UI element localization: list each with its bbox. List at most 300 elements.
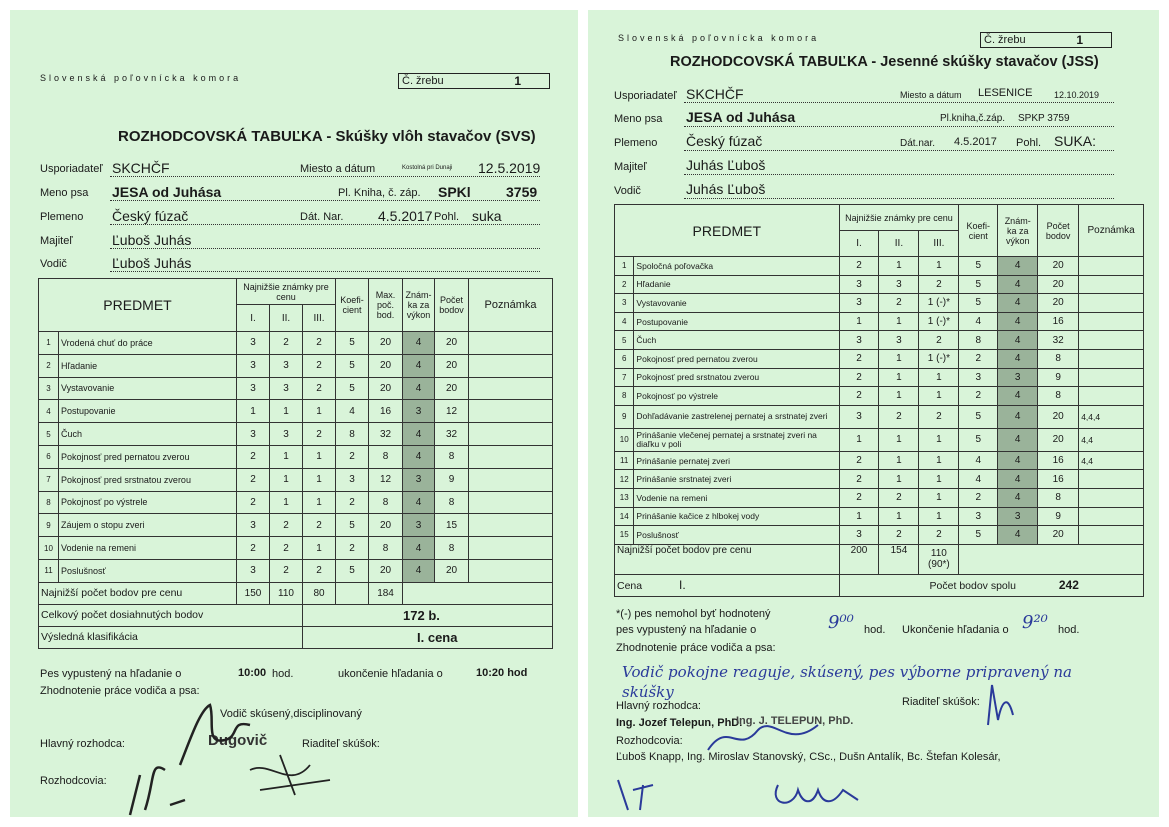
min-prize-3: 2 bbox=[303, 354, 336, 377]
result-value: I. cena bbox=[303, 626, 553, 648]
coefficient: 3 bbox=[959, 368, 998, 387]
sex-label: Pohl. bbox=[1016, 137, 1042, 149]
min-prize-1: 3 bbox=[839, 526, 879, 545]
performance-mark: 4 bbox=[403, 445, 435, 468]
release-hod: hod. bbox=[864, 624, 886, 636]
subject-name: Pokojnosť pred pernatou zverou bbox=[634, 349, 839, 368]
note bbox=[1079, 526, 1144, 545]
points: 20 bbox=[435, 354, 469, 377]
table-row bbox=[39, 491, 553, 514]
min-prize-1: 3 bbox=[839, 294, 879, 313]
subject-name: Poslušnosť bbox=[634, 526, 839, 545]
dob-value: 4.5.2017 bbox=[954, 136, 997, 148]
header-min-marks: Najnižšie známky pre cenu bbox=[839, 205, 959, 231]
official-stamp: Ing. J. TELEPUN, PhD. bbox=[736, 715, 854, 727]
min-prize-1: 1 bbox=[839, 312, 879, 331]
handler-label: Vodič bbox=[40, 258, 67, 270]
min-prize-2: 3 bbox=[879, 275, 919, 294]
min-prize-1: 2 bbox=[237, 468, 270, 491]
min-prize-3: 2 bbox=[919, 331, 959, 350]
table-row bbox=[615, 526, 1144, 545]
points-total-value: 242 bbox=[1058, 578, 1079, 593]
min-prize-2: 1 bbox=[879, 368, 919, 387]
place-date-label: Miesto a dátum bbox=[300, 163, 376, 175]
min-prize-1: 2 bbox=[839, 488, 879, 507]
sheet-title: ROZHODCOVSKÁ TABUĽKA - Jesenné skúšky stavačov (JSS) bbox=[670, 54, 1099, 70]
dotted-line bbox=[110, 248, 540, 249]
studbook-value: SPKP 3759 bbox=[1018, 113, 1070, 124]
points: 20 bbox=[435, 377, 469, 400]
row-number: 10 bbox=[615, 428, 634, 451]
min-total-3 bbox=[919, 544, 959, 574]
coefficient: 5 bbox=[959, 294, 998, 313]
coefficient: 4 bbox=[959, 470, 998, 489]
table-row bbox=[615, 349, 1144, 368]
coefficient: 2 bbox=[959, 488, 998, 507]
performance-mark: 4 bbox=[998, 526, 1038, 545]
min-prize-3: 1 (-)* bbox=[919, 349, 959, 368]
row-number: 14 bbox=[615, 507, 634, 526]
min-prize-2: 2 bbox=[270, 332, 303, 355]
ended-time: 10:20 hod bbox=[476, 667, 528, 679]
min-prize-2: 1 bbox=[270, 445, 303, 468]
max-points: 20 bbox=[369, 354, 403, 377]
table-row bbox=[615, 331, 1144, 350]
points: 20 bbox=[1038, 428, 1079, 451]
points: 32 bbox=[1038, 331, 1079, 350]
points: 32 bbox=[435, 423, 469, 446]
min-prize-2: 1 bbox=[879, 428, 919, 451]
header-prize-2: II. bbox=[270, 305, 303, 332]
max-points: 32 bbox=[369, 423, 403, 446]
subject-name: Postupovanie bbox=[634, 312, 839, 331]
points: 16 bbox=[1038, 470, 1079, 489]
dotted-line bbox=[110, 176, 540, 177]
points: 20 bbox=[1038, 257, 1079, 276]
row-number: 8 bbox=[615, 387, 634, 406]
ended-time-hw: 9²⁰ bbox=[1022, 612, 1048, 633]
coefficient: 5 bbox=[959, 405, 998, 428]
row-number: 4 bbox=[615, 312, 634, 331]
dog-name-value: JESA od Juhása bbox=[686, 109, 796, 125]
points: 16 bbox=[1038, 451, 1079, 470]
points-total-cell bbox=[839, 574, 1143, 596]
place-date-label: Miesto a dátum bbox=[900, 90, 962, 100]
min-total-3: 80 bbox=[303, 582, 336, 604]
owner-label: Majiteľ bbox=[614, 161, 647, 173]
row-number: 10 bbox=[39, 537, 59, 560]
points-total-label: Počet bodov spolu bbox=[929, 580, 1016, 593]
note bbox=[1079, 507, 1144, 526]
row-number: 8 bbox=[39, 491, 59, 514]
min-prize-1: 3 bbox=[839, 405, 879, 428]
min-prize-1: 2 bbox=[237, 537, 270, 560]
points: 16 bbox=[1038, 312, 1079, 331]
performance-mark: 4 bbox=[998, 349, 1038, 368]
organizer-value: SKCHČF bbox=[686, 86, 744, 102]
min-total-2: 110 bbox=[270, 582, 303, 604]
released-label: Pes vypustený na hľadanie o bbox=[40, 668, 182, 680]
coefficient: 3 bbox=[336, 468, 369, 491]
row-number: 5 bbox=[615, 331, 634, 350]
handler-value: Juhás Ľuboš bbox=[686, 181, 766, 197]
coefficient: 2 bbox=[336, 445, 369, 468]
min-prize-2: 1 bbox=[270, 468, 303, 491]
dob-label: Dát.nar. bbox=[900, 138, 936, 149]
note bbox=[469, 377, 553, 400]
note bbox=[1079, 331, 1144, 350]
subject-name: Pokojnosť pred pernatou zverou bbox=[59, 445, 237, 468]
sex-label: Pohl. bbox=[434, 211, 460, 223]
row-number: 15 bbox=[615, 526, 634, 545]
min-prize-3: 2 bbox=[919, 405, 959, 428]
min-total-2: 154 bbox=[879, 544, 919, 574]
points: 8 bbox=[435, 491, 469, 514]
min-prize-3: 2 bbox=[919, 275, 959, 294]
min-prize-2: 1 bbox=[270, 400, 303, 423]
subject-name: Vodenie na remeni bbox=[634, 488, 839, 507]
performance-mark: 4 bbox=[403, 491, 435, 514]
breed-value: Český fúzač bbox=[112, 208, 189, 224]
min-prize-2: 1 bbox=[879, 312, 919, 331]
note bbox=[469, 559, 553, 582]
note bbox=[469, 400, 553, 423]
header-min-marks: Najnižšie známky pre cenu bbox=[237, 279, 336, 305]
max-points: 20 bbox=[369, 332, 403, 355]
table-row bbox=[39, 445, 553, 468]
min-prize-1: 2 bbox=[839, 257, 879, 276]
min-prize-2: 2 bbox=[270, 537, 303, 560]
studbook-prefix: SPKl bbox=[438, 184, 471, 200]
dog-name-value: JESA od Juhása bbox=[112, 184, 222, 200]
owner-value: Juhás Ľuboš bbox=[686, 157, 766, 173]
table-row bbox=[39, 423, 553, 446]
evaluation-text: Vodič skúsený,disciplinovaný bbox=[220, 708, 362, 720]
dotted-line bbox=[110, 271, 540, 272]
place-value: Kostolná pri Dunaji bbox=[402, 165, 453, 171]
min-total-max: 184 bbox=[369, 582, 403, 604]
performance-mark: 4 bbox=[998, 275, 1038, 294]
performance-mark: 3 bbox=[403, 468, 435, 491]
table-row bbox=[39, 377, 553, 400]
director-label: Riaditeľ skúšok: bbox=[302, 738, 380, 750]
dotted-line bbox=[684, 150, 1114, 151]
dotted-line bbox=[684, 126, 1114, 127]
studbook-number: 3759 bbox=[506, 184, 538, 200]
row-number: 5 bbox=[39, 423, 59, 446]
dotted-line bbox=[684, 102, 1114, 103]
points: 12 bbox=[435, 400, 469, 423]
studbook-label: Pl.kniha,č.záp. bbox=[940, 113, 1006, 124]
note bbox=[469, 423, 553, 446]
performance-mark: 4 bbox=[403, 332, 435, 355]
row-number: 6 bbox=[39, 445, 59, 468]
handler-value: Ľuboš Juhás bbox=[112, 255, 192, 271]
min-prize-1: 3 bbox=[839, 331, 879, 350]
table-row bbox=[39, 537, 553, 560]
coefficient: 5 bbox=[959, 526, 998, 545]
row-number: 9 bbox=[39, 514, 59, 537]
chief-judge-label: Hlavný rozhodca: bbox=[616, 700, 701, 712]
min-total-1: 150 bbox=[237, 582, 270, 604]
organizer-label: Usporiadateľ bbox=[614, 90, 677, 102]
chief-judge-label: Hlavný rozhodca: bbox=[40, 738, 125, 750]
min-total-label: Najnižší počet bodov pre cenu bbox=[39, 582, 237, 604]
dotted-line bbox=[684, 198, 1114, 199]
table-row bbox=[615, 257, 1144, 276]
chief-judge-name: Ing. Jozef Telepun, PhD. bbox=[616, 717, 743, 729]
coefficient: 5 bbox=[336, 559, 369, 582]
table-row bbox=[39, 332, 553, 355]
coefficient: 2 bbox=[336, 537, 369, 560]
prize-value: I. bbox=[679, 578, 686, 593]
performance-mark: 3 bbox=[998, 507, 1038, 526]
row-number: 3 bbox=[615, 294, 634, 313]
min-prize-1: 1 bbox=[839, 428, 879, 451]
points: 8 bbox=[1038, 349, 1079, 368]
coefficient: 4 bbox=[959, 451, 998, 470]
min-prize-3: 2 bbox=[919, 526, 959, 545]
row-number: 13 bbox=[615, 488, 634, 507]
coefficient: 5 bbox=[336, 354, 369, 377]
note bbox=[469, 491, 553, 514]
table-row bbox=[615, 275, 1144, 294]
min-prize-3: 1 bbox=[303, 445, 336, 468]
performance-mark: 4 bbox=[403, 537, 435, 560]
header-points: Počet bodov bbox=[1038, 205, 1079, 257]
judges-label: Rozhodcovia: bbox=[616, 735, 683, 747]
organization-name: Slovenská poľovnícka komora bbox=[618, 33, 820, 43]
dotted-line bbox=[110, 200, 540, 201]
header-prize-2: II. bbox=[879, 231, 919, 257]
subject-name: Záujem o stopu zveri bbox=[59, 514, 237, 537]
performance-mark: 4 bbox=[403, 377, 435, 400]
dotted-line bbox=[684, 174, 1114, 175]
coefficient: 5 bbox=[336, 514, 369, 537]
max-points: 8 bbox=[369, 537, 403, 560]
date-value: 12.5.2019 bbox=[478, 160, 541, 176]
breed-label: Plemeno bbox=[40, 211, 84, 223]
points: 8 bbox=[1038, 387, 1079, 406]
points: 8 bbox=[1038, 488, 1079, 507]
released-time: 10:00 bbox=[238, 667, 267, 679]
row-number: 1 bbox=[615, 257, 634, 276]
note: 4,4 bbox=[1079, 451, 1144, 470]
min-prize-3: 1 (-)* bbox=[919, 312, 959, 331]
min-prize-2: 1 bbox=[879, 387, 919, 406]
header-coef: Koefi-cient bbox=[959, 205, 998, 257]
director-label: Riaditeľ skúšok: bbox=[902, 696, 980, 708]
ended-label: ukončenie hľadania o bbox=[338, 668, 443, 680]
subject-name: Vrodená chuť do práce bbox=[59, 332, 237, 355]
owner-label: Majiteľ bbox=[40, 235, 73, 247]
min-prize-3: 1 bbox=[303, 537, 336, 560]
chief-judge-signature bbox=[698, 710, 838, 760]
points: 9 bbox=[435, 468, 469, 491]
table-row bbox=[615, 387, 1144, 406]
table-row bbox=[39, 400, 553, 423]
points: 20 bbox=[1038, 405, 1079, 428]
judges-signatures bbox=[110, 750, 350, 820]
table-row bbox=[615, 368, 1144, 387]
dotted-line bbox=[110, 224, 540, 225]
subject-name: Hľadanie bbox=[634, 275, 839, 294]
points: 8 bbox=[435, 445, 469, 468]
subject-name: Vodenie na remeni bbox=[59, 537, 237, 560]
total-value: 172 b. bbox=[303, 604, 553, 626]
breed-label: Plemeno bbox=[614, 137, 658, 149]
performance-mark: 4 bbox=[998, 428, 1038, 451]
breed-value: Český fúzač bbox=[686, 133, 763, 149]
min-prize-1: 2 bbox=[839, 349, 879, 368]
points: 20 bbox=[435, 559, 469, 582]
header-coef: Koefi-cient bbox=[336, 279, 369, 332]
coefficient: 2 bbox=[959, 387, 998, 406]
header-mark: Znám-ka za výkon bbox=[998, 205, 1038, 257]
performance-mark: 4 bbox=[998, 331, 1038, 350]
min-prize-3: 1 bbox=[919, 451, 959, 470]
performance-mark: 4 bbox=[403, 354, 435, 377]
max-points: 8 bbox=[369, 491, 403, 514]
jss-judging-sheet bbox=[588, 10, 1159, 817]
footnote-1: *(-) pes nemohol byť hodnotený bbox=[616, 608, 771, 620]
ended-hod: hod. bbox=[1058, 624, 1080, 636]
note bbox=[1079, 488, 1144, 507]
coefficient: 2 bbox=[959, 349, 998, 368]
evaluation-label: Zhodnotenie práce vodiča a psa: bbox=[616, 642, 776, 654]
min-total-empty bbox=[959, 544, 1144, 574]
min-prize-2: 1 bbox=[879, 470, 919, 489]
performance-mark: 4 bbox=[998, 257, 1038, 276]
min-total-3-main: 110 bbox=[930, 548, 947, 560]
note bbox=[1079, 349, 1144, 368]
score-table bbox=[38, 278, 553, 649]
table-row bbox=[39, 559, 553, 582]
score-table bbox=[614, 204, 1144, 597]
header-note: Poznámka bbox=[1079, 205, 1144, 257]
svs-judging-sheet bbox=[10, 10, 578, 817]
min-prize-3: 2 bbox=[303, 559, 336, 582]
note bbox=[1079, 257, 1144, 276]
max-points: 20 bbox=[369, 514, 403, 537]
points: 20 bbox=[1038, 526, 1079, 545]
note bbox=[1079, 275, 1144, 294]
min-prize-1: 1 bbox=[839, 507, 879, 526]
min-prize-3: 1 bbox=[919, 257, 959, 276]
row-number: 1 bbox=[39, 332, 59, 355]
release-time-hw: 9⁰⁰ bbox=[828, 612, 854, 633]
table-row bbox=[39, 468, 553, 491]
subject-name: Hľadanie bbox=[59, 354, 237, 377]
min-prize-1: 3 bbox=[839, 275, 879, 294]
note bbox=[1079, 387, 1144, 406]
min-prize-2: 1 bbox=[879, 451, 919, 470]
coefficient: 5 bbox=[959, 275, 998, 294]
note bbox=[1079, 470, 1144, 489]
row-number: 4 bbox=[39, 400, 59, 423]
subject-name: Prinášanie vlečenej pernatej a srstnatej zveri na diaľku v poli bbox=[634, 428, 839, 451]
min-prize-3: 1 bbox=[919, 428, 959, 451]
performance-mark: 4 bbox=[998, 451, 1038, 470]
table-row bbox=[615, 488, 1144, 507]
performance-mark: 4 bbox=[998, 312, 1038, 331]
header-prize-3: III. bbox=[303, 305, 336, 332]
min-total-label: Najnižší počet bodov pre cenu bbox=[615, 544, 840, 574]
min-prize-3: 2 bbox=[303, 514, 336, 537]
performance-mark: 3 bbox=[403, 400, 435, 423]
ended-label: Ukončenie hľadania o bbox=[902, 624, 1009, 636]
judges-signatures bbox=[608, 770, 888, 815]
min-total-1: 200 bbox=[839, 544, 879, 574]
subject-name: Vystavovanie bbox=[634, 294, 839, 313]
table-row bbox=[615, 470, 1144, 489]
min-prize-3: 2 bbox=[303, 377, 336, 400]
min-prize-1: 2 bbox=[237, 491, 270, 514]
min-prize-2: 3 bbox=[879, 331, 919, 350]
performance-mark: 3 bbox=[403, 514, 435, 537]
draw-label: Č. žrebu bbox=[402, 75, 444, 87]
min-prize-1: 2 bbox=[839, 470, 879, 489]
subject-name: Čuch bbox=[59, 423, 237, 446]
footnote-2: pes vypustený na hľadanie o bbox=[616, 624, 757, 636]
dog-name-label: Meno psa bbox=[40, 187, 89, 199]
min-prize-1: 2 bbox=[237, 445, 270, 468]
subject-name: Vystavovanie bbox=[59, 377, 237, 400]
min-prize-3: 1 bbox=[919, 507, 959, 526]
points: 9 bbox=[1038, 368, 1079, 387]
subject-name: Dohľadávanie zastrelenej pernatej a srstnatej zveri bbox=[634, 405, 839, 428]
points: 20 bbox=[1038, 294, 1079, 313]
min-prize-2: 2 bbox=[270, 514, 303, 537]
min-prize-1: 3 bbox=[237, 559, 270, 582]
min-prize-3: 1 bbox=[303, 491, 336, 514]
judges-names: Ľuboš Knapp, Ing. Miroslav Stan​ovský, CSc., Dušn Antalík, Bc. Štefan Kolesár, bbox=[616, 751, 1001, 763]
coefficient: 5 bbox=[959, 428, 998, 451]
judges-label: Rozhodcovia: bbox=[40, 775, 107, 787]
performance-mark: 4 bbox=[403, 423, 435, 446]
header-max: Max. poč. bod. bbox=[369, 279, 403, 332]
row-number: 2 bbox=[615, 275, 634, 294]
header-note: Poznámka bbox=[469, 279, 553, 332]
header-subject: PREDMET bbox=[39, 279, 237, 332]
min-prize-2: 3 bbox=[270, 423, 303, 446]
organizer-label: Usporiadateľ bbox=[40, 163, 103, 175]
handler-label: Vodič bbox=[614, 185, 641, 197]
sex-value: SUKA: bbox=[1054, 133, 1097, 149]
min-prize-2: 1 bbox=[879, 257, 919, 276]
subject-name: Pokojnosť po výstrele bbox=[59, 491, 237, 514]
min-prize-2: 2 bbox=[879, 294, 919, 313]
points: 8 bbox=[435, 537, 469, 560]
dob-value: 4.5.2017 bbox=[378, 208, 433, 224]
max-points: 20 bbox=[369, 377, 403, 400]
subject-name: Spoločná poľovačka bbox=[634, 257, 839, 276]
subject-name: Poslušnosť bbox=[59, 559, 237, 582]
owner-value: Ľuboš Juhás bbox=[112, 232, 192, 248]
performance-mark: 3 bbox=[998, 368, 1038, 387]
draw-number-box bbox=[980, 32, 1112, 48]
row-number: 7 bbox=[615, 368, 634, 387]
header-prize-3: III. bbox=[919, 231, 959, 257]
table-row bbox=[615, 451, 1144, 470]
min-prize-2: 3 bbox=[270, 354, 303, 377]
min-prize-2: 1 bbox=[879, 507, 919, 526]
max-points: 20 bbox=[369, 559, 403, 582]
row-number: 3 bbox=[39, 377, 59, 400]
min-prize-3: 1 bbox=[303, 468, 336, 491]
min-prize-2: 2 bbox=[879, 488, 919, 507]
min-prize-3: 1 bbox=[919, 488, 959, 507]
